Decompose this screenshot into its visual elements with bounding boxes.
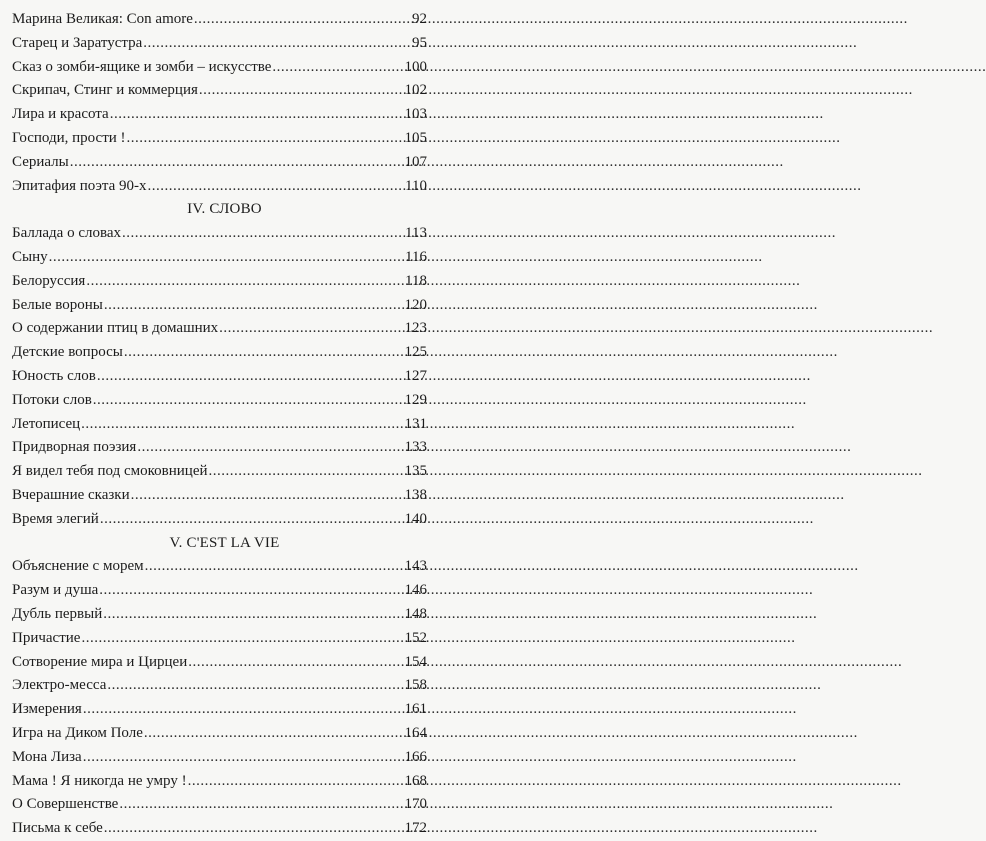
toc-entry-title: О содержании птиц в домашних <box>12 320 219 337</box>
toc-entry-title: Летописец <box>12 415 81 432</box>
toc-entry-page-number: 152 <box>404 629 427 646</box>
toc-entry-page-number: 105 <box>404 129 427 146</box>
toc-entry-page-number: 110 <box>405 177 427 194</box>
toc-entry <box>12 770 427 794</box>
toc-entry-page-number: 143 <box>404 558 427 575</box>
toc-entry-title: Мама ! Я никогда не умру ! <box>12 772 187 789</box>
toc-entry <box>12 317 427 341</box>
toc-leader-dots <box>193 8 393 32</box>
toc-entry-title: Вчерашние сказки <box>12 486 130 503</box>
toc-entry-page-number: 133 <box>404 439 427 456</box>
toc-entry <box>12 8 427 32</box>
toc-entry-title: Сказ о зомби-ящике и зомби – искусстве <box>12 58 272 75</box>
toc-entry <box>12 270 427 294</box>
toc-entry <box>12 817 427 841</box>
toc-entry <box>12 460 427 484</box>
toc-leader-dots <box>144 555 393 579</box>
toc-entry-title: Сериалы <box>12 153 69 170</box>
toc-entry <box>12 746 427 770</box>
toc-leader-dots <box>143 722 393 746</box>
toc-entry-title: Потоки слов <box>12 391 92 408</box>
toc-entry <box>12 103 427 127</box>
toc-entry <box>12 222 427 246</box>
toc-entry <box>12 508 427 532</box>
toc-entry <box>12 555 427 579</box>
toc-entry-page-number: 127 <box>404 367 427 384</box>
toc-entry <box>12 246 427 270</box>
toc-entry-page-number: 166 <box>404 748 427 765</box>
toc-entry <box>12 674 427 698</box>
toc-entry <box>12 341 427 365</box>
toc-entry-title: Электро-месса <box>12 677 107 694</box>
toc-entry-page-number: 170 <box>404 796 427 813</box>
toc-entry-page-number: 158 <box>404 677 427 694</box>
toc-leader-dots <box>208 460 393 484</box>
toc-entry-page-number: 123 <box>404 320 427 337</box>
toc-entry-title: Сыну <box>12 248 48 265</box>
toc-entry <box>12 79 427 103</box>
toc-entry <box>12 127 427 151</box>
toc-leader-dots <box>102 603 393 627</box>
toc-entry-page-number: 129 <box>404 391 427 408</box>
toc-entry-page-number: 138 <box>404 486 427 503</box>
toc-leader-dots <box>69 151 393 175</box>
toc-leader-dots <box>103 817 393 841</box>
toc-entry-title: Лира и красота <box>12 106 109 123</box>
toc-leader-dots <box>198 79 393 103</box>
toc-entry-page-number: 92 <box>412 11 427 27</box>
toc-entry-title: Эпитафия поэта 90-х <box>12 177 147 194</box>
toc-entry-page-number: 148 <box>404 605 427 622</box>
toc-entry-page-number: 118 <box>405 272 427 289</box>
toc-entry-title: Господи, прости ! <box>12 129 126 146</box>
toc-leader-dots <box>147 175 393 199</box>
toc-entry-page-number: 100 <box>404 58 427 75</box>
toc-entry-title: Баллада о словах <box>12 225 122 242</box>
toc-leader-dots <box>136 436 393 460</box>
toc-entry-title: Придворная поэзия <box>12 439 137 456</box>
toc-leader-dots <box>118 793 393 817</box>
toc-leader-dots <box>98 579 393 603</box>
toc-entry <box>12 151 427 175</box>
toc-leader-dots <box>271 56 393 80</box>
toc-entry-title: Юность слов <box>12 367 96 384</box>
toc-leader-dots <box>121 222 393 246</box>
toc-entry-page-number: 131 <box>404 415 427 432</box>
toc-entry <box>12 436 427 460</box>
toc-leader-dots <box>106 674 393 698</box>
toc-entry <box>12 698 427 722</box>
toc-entry-page-number: 140 <box>404 510 427 527</box>
toc-entry-title: Скрипач, Стинг и коммерция <box>12 82 198 99</box>
toc-leader-dots <box>80 627 393 651</box>
toc-entry-title: Мона Лиза <box>12 748 82 765</box>
toc-leader-dots <box>142 32 393 56</box>
toc-entry-page-number: 146 <box>404 582 427 599</box>
toc-leader-dots <box>109 103 393 127</box>
section-heading-v: V. C'EST LA VIE <box>169 534 280 551</box>
toc-entry-title: Разум и душа <box>12 582 99 599</box>
toc-leader-dots <box>85 270 393 294</box>
toc-list-top <box>12 8 427 198</box>
toc-entry-page-number: 116 <box>405 248 427 265</box>
toc-entry-title: Игра на Диком Поле <box>12 724 143 741</box>
toc-entry <box>12 389 427 413</box>
toc-entry-title: Письма к себе <box>12 820 103 837</box>
toc-entry <box>12 603 427 627</box>
toc-entry-title: Белые вороны <box>12 296 103 313</box>
toc-list-section-iv <box>12 222 427 531</box>
toc-entry <box>12 365 427 389</box>
toc-entry-page-number: 107 <box>404 153 427 170</box>
toc-entry <box>12 175 427 199</box>
toc-entry-page-number: 161 <box>404 701 427 718</box>
toc-leader-dots <box>48 246 393 270</box>
toc-leader-dots <box>82 746 393 770</box>
toc-entry-title: Старец и Заратустра <box>12 34 143 51</box>
toc-entry-title: Объяснение с морем <box>12 558 144 575</box>
toc-entry-title: Измерения <box>12 701 82 718</box>
toc-entry <box>12 484 427 508</box>
toc-entry <box>12 56 427 80</box>
toc-entry-page-number: 154 <box>404 653 427 670</box>
table-of-contents-page <box>0 0 450 837</box>
toc-leader-dots <box>218 317 393 341</box>
toc-leader-dots <box>99 508 393 532</box>
toc-entry-page-number: 164 <box>404 724 427 741</box>
toc-entry-page-number: 125 <box>404 344 427 361</box>
toc-entry-page-number: 102 <box>404 82 427 99</box>
toc-leader-dots <box>82 698 393 722</box>
toc-entry-page-number: 120 <box>404 296 427 313</box>
toc-entry <box>12 413 427 437</box>
toc-entry-page-number: 168 <box>404 772 427 789</box>
toc-leader-dots <box>80 413 393 437</box>
toc-leader-dots <box>92 389 393 413</box>
toc-leader-dots <box>187 770 393 794</box>
toc-entry <box>12 722 427 746</box>
toc-entry-page-number: 135 <box>404 463 427 480</box>
toc-entry <box>12 32 427 56</box>
section-heading-iv: IV. СЛОВО <box>187 201 262 218</box>
toc-entry-title: Причастие <box>12 629 81 646</box>
toc-leader-dots <box>126 127 393 151</box>
toc-entry <box>12 579 427 603</box>
toc-entry-title: Дубль первый <box>12 605 103 622</box>
toc-entry-title: Я видел тебя под смоковницей <box>12 463 208 480</box>
toc-entry-page-number: 113 <box>405 225 427 242</box>
toc-entry-page-number: 95 <box>412 34 427 51</box>
toc-leader-dots <box>187 651 393 675</box>
toc-entry-page-number: 103 <box>404 106 427 123</box>
toc-entry-title: Сотворение мира и Цирцеи <box>12 653 188 670</box>
toc-entry <box>12 294 427 318</box>
toc-entry-title: О Совершенстве <box>12 796 119 813</box>
toc-leader-dots <box>103 294 393 318</box>
toc-entry-page-number: 172 <box>404 820 427 837</box>
toc-entry-title: Марина Великая: Con amore <box>12 11 193 27</box>
toc-entry-title: Белоруссия <box>12 272 86 289</box>
toc-list-section-v <box>12 555 427 841</box>
toc-entry <box>12 627 427 651</box>
toc-leader-dots <box>123 341 393 365</box>
toc-leader-dots <box>96 365 393 389</box>
toc-entry <box>12 651 427 675</box>
toc-entry <box>12 793 427 817</box>
toc-entry-title: Детские вопросы <box>12 344 123 361</box>
toc-entry-title: Время элегий <box>12 510 99 527</box>
toc-leader-dots <box>130 484 393 508</box>
